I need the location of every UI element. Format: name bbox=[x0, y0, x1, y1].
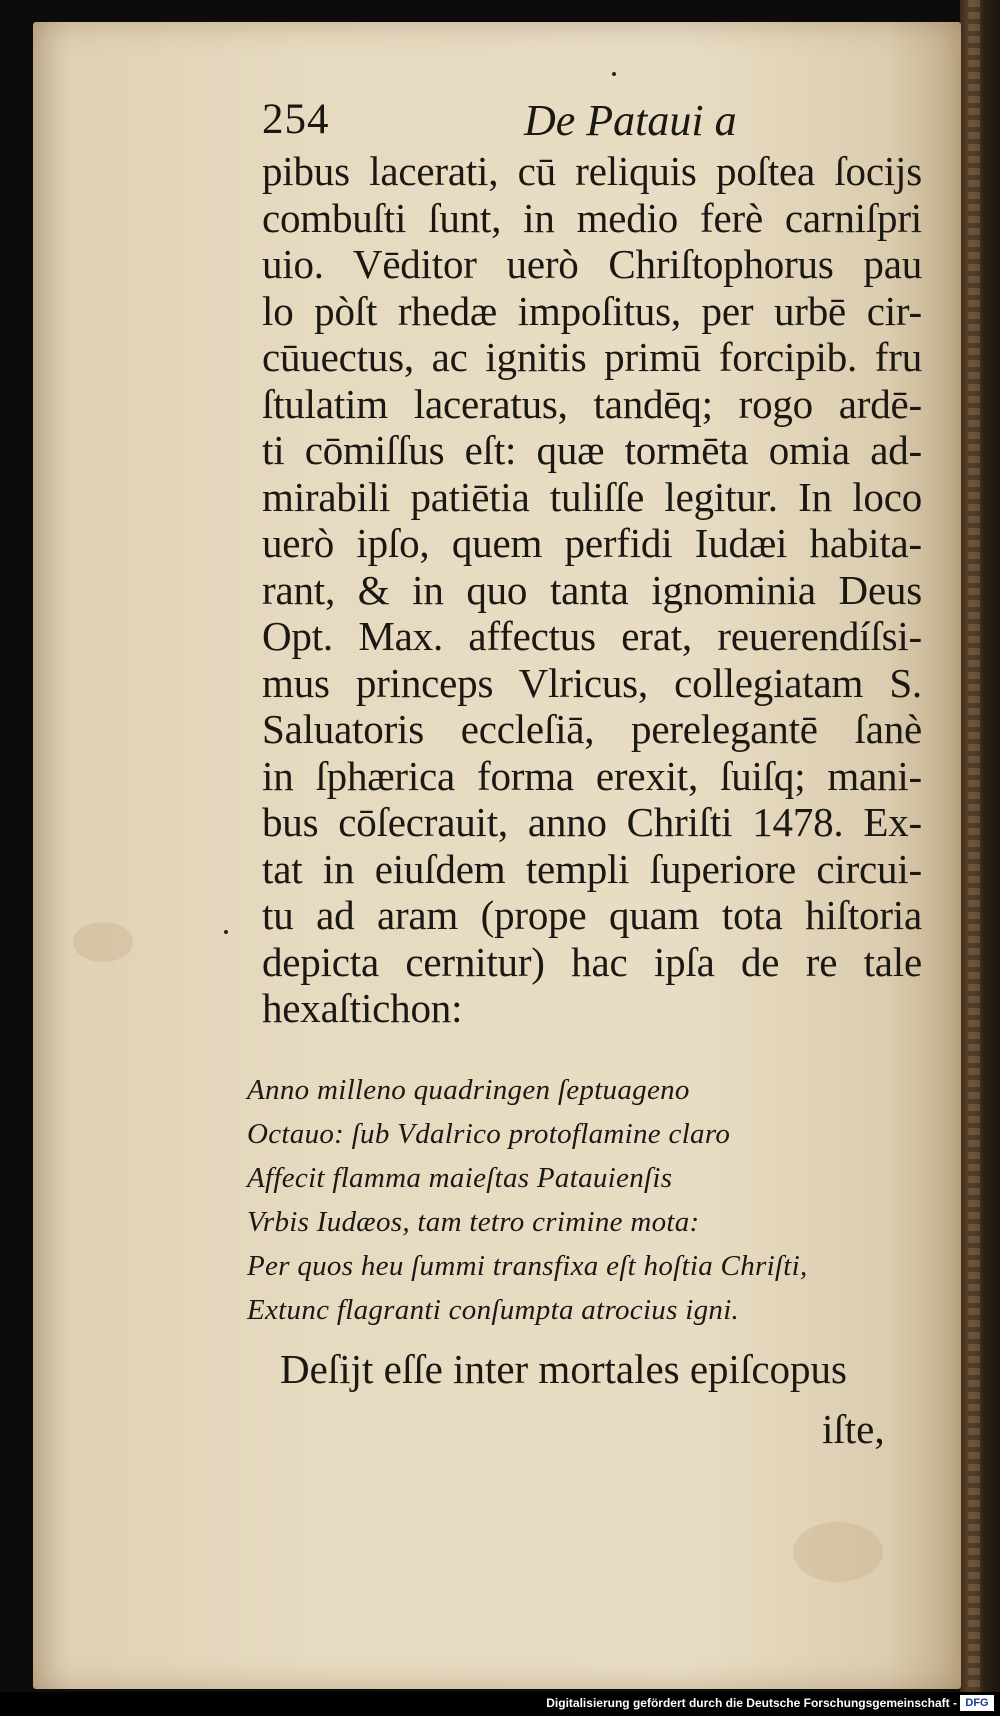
footer-bar bbox=[0, 1692, 1000, 1716]
body-text bbox=[262, 148, 922, 1032]
text-line: tu ad aram (prope quam tota hiſtoria bbox=[262, 892, 922, 938]
verse-line: Anno milleno quadringen ſeptuageno bbox=[247, 1074, 690, 1106]
text-line: mus princeps Vlricus, collegiatam S. bbox=[262, 659, 922, 706]
text-line: Saluatoris eccleſiā, perelegantē ſanè bbox=[262, 706, 922, 752]
text-line: mirabili patiētia tuliſſe legitur. In loco bbox=[262, 473, 922, 520]
text-line: combuſti ſunt, in medio ferè carniſpri bbox=[262, 194, 922, 241]
paper-stain bbox=[73, 922, 133, 962]
verse-line: Affecit flamma maieſtas Patauienſis bbox=[247, 1162, 673, 1194]
text-line: in ſphærica forma erexit, ſuiſq; mani- bbox=[262, 752, 922, 799]
text-line: ſtulatim laceratus, tandēq; rogo ardē- bbox=[262, 380, 922, 427]
text-line: rant, & in quo tanta ignominia Deus bbox=[262, 566, 922, 613]
text-line: cūuectus, ac ignitis primū forcipib. fru bbox=[262, 334, 922, 380]
text-line: tat in eiuſdem templi ſuperiore circui- bbox=[262, 845, 922, 892]
catchword: iſte, bbox=[822, 1406, 885, 1452]
text-line: pibus lacerati, cū reliquis poſtea ſocijs bbox=[262, 148, 922, 194]
verse-line: Octauo: ſub Vdalrico protoflamine claro bbox=[247, 1118, 731, 1150]
text-line: uio. Vēditor uerò Chriſtophorus pau bbox=[262, 241, 922, 287]
text-line: ti cōmiſſus eſt: quæ tormēta omia ad- bbox=[262, 427, 922, 473]
book-edge bbox=[960, 0, 1000, 1716]
verse-line: Extunc flagranti conſumpta atrocius igni. bbox=[247, 1294, 740, 1326]
text-line: depicta cernitur) hac ipſa de re tale bbox=[262, 938, 922, 985]
page-number: 254 bbox=[262, 96, 330, 143]
closing-line: Deſijt eſſe inter mortales epiſcopus bbox=[280, 1346, 847, 1392]
text-line: bus cōſecrauit, anno Chriſti 1478. Ex- bbox=[262, 799, 922, 845]
ink-speck bbox=[224, 930, 228, 934]
text-line: Opt. Max. affectus erat, reuerendíſsi- bbox=[262, 613, 922, 659]
verse-line: Vrbis Iudæos, tam tetro crimine mota: bbox=[247, 1206, 700, 1238]
dfg-logo[interactable]: DFG bbox=[960, 1695, 994, 1711]
ink-speck bbox=[612, 72, 616, 76]
hexastich-verse bbox=[247, 1068, 907, 1332]
text-line: uerò ipſo, quem perfidi Iudæi habita- bbox=[262, 520, 922, 566]
footer-credit: Digitalisierung gefördert durch die Deutsche Forschungsgemeinschaft - bbox=[546, 1696, 957, 1710]
page-edges bbox=[968, 0, 980, 1716]
verse-line: Per quos heu ſummi transfixa eſt hoſtia Chriſti, bbox=[247, 1250, 808, 1282]
running-title: De Pataui a bbox=[524, 96, 737, 145]
text-line: hexaſtichon: bbox=[262, 985, 463, 1031]
page-header bbox=[262, 95, 737, 145]
paper-stain bbox=[793, 1522, 883, 1582]
text-line: lo pòſt rhedæ impoſitus, per urbē cir- bbox=[262, 287, 922, 334]
